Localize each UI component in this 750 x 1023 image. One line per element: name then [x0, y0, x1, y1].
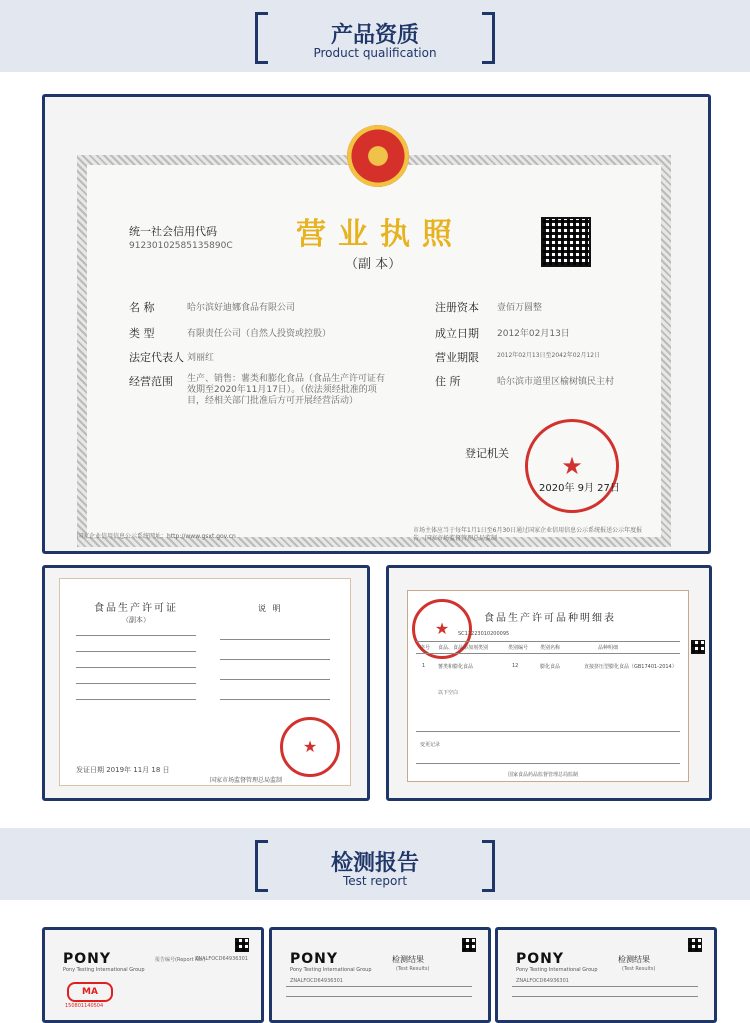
- section-title: 产品资质: [330, 23, 419, 48]
- report-rule: [286, 996, 472, 997]
- issue-date: 2020年 9月 27日: [539, 483, 620, 494]
- permit-line: [76, 683, 196, 684]
- blank-note: 以下空白: [438, 690, 459, 696]
- report-head-en: (Test Results): [622, 966, 656, 972]
- permit-line: [76, 651, 196, 652]
- permit-line: [76, 699, 196, 700]
- name-value: 哈尔滨好迪娜食品有限公司: [187, 303, 296, 313]
- report-rule: [286, 986, 472, 987]
- table-rule: [416, 763, 680, 764]
- col-index: 序号: [420, 645, 431, 651]
- permit-title: 食品生产许可证: [94, 603, 178, 614]
- permit-bottom: 国家市场监督管理总局监制: [210, 777, 283, 784]
- report-no-label: 报告编号(Report No.): [155, 957, 206, 963]
- permit-footer: 发证日期 2019年 11月 18 日: [76, 766, 170, 774]
- permit-seal-icon: ★: [280, 717, 340, 777]
- license-footer-right: 市场主体应当于每年1月1日至6月30日通过国家企业信用信息公示系统报送公示年度报告。国家市场监督管理总局监制: [413, 527, 643, 542]
- rep-value: 刘丽红: [187, 353, 215, 363]
- report-head: 检测结果: [618, 955, 650, 964]
- permit-line: [220, 699, 330, 700]
- pony-logo-subtitle: Pony Testing International Group: [516, 967, 598, 973]
- section-subtitle: Product qualification: [313, 46, 437, 60]
- pony-logo-subtitle: Pony Testing International Group: [63, 967, 145, 973]
- license-copy-label: （副 本）: [345, 257, 402, 272]
- col-number: 类别编号: [508, 645, 529, 651]
- table-seal-icon: ★: [412, 599, 472, 659]
- address-value: 哈尔滨市道里区榆树镇民主村: [497, 377, 615, 387]
- qr-code-icon: [235, 938, 249, 952]
- date-label: 成立日期: [435, 327, 479, 340]
- table-rule: [416, 653, 680, 654]
- rep-label: 法定代表人: [129, 351, 184, 364]
- capital-value: 壹佰万圆整: [497, 303, 543, 313]
- section-header-test-report: [255, 840, 495, 888]
- test-report-image-2: [269, 927, 491, 1023]
- pony-logo-subtitle: Pony Testing International Group: [290, 967, 372, 973]
- type-value: 有限责任公司（自然人投资或控股）: [187, 329, 332, 339]
- qr-code-icon: [462, 938, 476, 952]
- test-report-image-1: [42, 927, 264, 1023]
- qr-code-icon: [691, 640, 705, 654]
- section-subtitle: Test report: [342, 874, 408, 888]
- report-no: ZNALFOCD64936301: [195, 956, 248, 962]
- permit-paper: [59, 578, 351, 786]
- row-category: 薯类和膨化食品: [438, 664, 474, 670]
- national-emblem-icon: [347, 125, 409, 187]
- col-name: 类别名称: [540, 645, 561, 651]
- type-label: 类 型: [129, 327, 155, 340]
- report-no: ZNALFOCD64936301: [516, 978, 569, 984]
- permit-variety-table-image: [386, 565, 712, 801]
- license-footer-left: 国家企业信用信息公示系统网址：http://www.gsxt.gov.cn: [77, 533, 236, 540]
- term-label: 营业期限: [435, 351, 479, 364]
- scope-label: 经营范围: [129, 375, 173, 388]
- table-code: SC11223010200095: [458, 631, 510, 637]
- test-report-image-3: [495, 927, 717, 1023]
- license-title: 营业执照: [296, 217, 464, 252]
- address-label: 住 所: [435, 375, 461, 388]
- table-rule: [416, 731, 680, 732]
- cma-mark-icon: MA: [67, 982, 113, 1002]
- capital-label: 注册资本: [435, 301, 479, 314]
- row-detail: 直接挤压型膨化食品（GB17401-2014）: [584, 664, 677, 670]
- scope-value: 生产、销售：薯类和膨化食品（食品生产许可证有效期至2020年11月17日）。（依法须经批准的项目，经相关部门批准后方可开展经营活动）: [187, 374, 386, 406]
- pony-logo: PONY: [63, 951, 112, 967]
- table-rule: [416, 641, 680, 642]
- credit-code-label: 统一社会信用代码: [129, 225, 217, 238]
- report-head-en: (Test Results): [396, 966, 430, 972]
- report-rule: [512, 986, 698, 987]
- food-production-permit-image: [42, 565, 370, 801]
- permit-right-title: 说 明: [258, 604, 283, 613]
- row-number: 12: [512, 663, 519, 669]
- table-paper: [407, 590, 689, 782]
- table-title: 食品生产许可品种明细表: [484, 613, 616, 624]
- cma-number: 150801140504: [65, 1003, 104, 1009]
- name-label: 名 称: [129, 301, 155, 314]
- change-record-label: 变更记录: [420, 742, 441, 748]
- qr-code-icon: [541, 217, 591, 267]
- report-rule: [512, 996, 698, 997]
- row-name: 膨化食品: [540, 664, 561, 670]
- section-title: 检测报告: [330, 851, 419, 876]
- authority-label: 登记机关: [465, 447, 509, 460]
- col-detail: 品种明细: [598, 645, 619, 651]
- permit-line: [220, 659, 330, 660]
- business-license-image: [42, 94, 711, 554]
- pony-logo: PONY: [290, 951, 339, 967]
- pony-logo: PONY: [516, 951, 565, 967]
- credit-code-value: 91230102585135890C: [129, 241, 233, 251]
- report-no: ZNALFOCD64936301: [290, 978, 343, 984]
- row-index: 1: [422, 663, 426, 669]
- term-value: 2012年02月13日至2042年02月12日: [497, 352, 601, 359]
- permit-line: [76, 667, 196, 668]
- section-header-product-qualification: [255, 12, 495, 60]
- date-value: 2012年02月13日: [497, 329, 570, 339]
- permit-line: [220, 639, 330, 640]
- official-seal-icon: ★: [525, 419, 619, 513]
- permit-line: [220, 679, 330, 680]
- permit-line: [76, 635, 196, 636]
- qr-code-icon: [688, 938, 702, 952]
- report-head: 检测结果: [392, 955, 424, 964]
- table-bottom: 国家食品药品监督管理总局监制: [508, 772, 579, 778]
- col-category: 食品、食品添加剂类别: [438, 645, 489, 651]
- permit-sub: （副本）: [122, 616, 150, 624]
